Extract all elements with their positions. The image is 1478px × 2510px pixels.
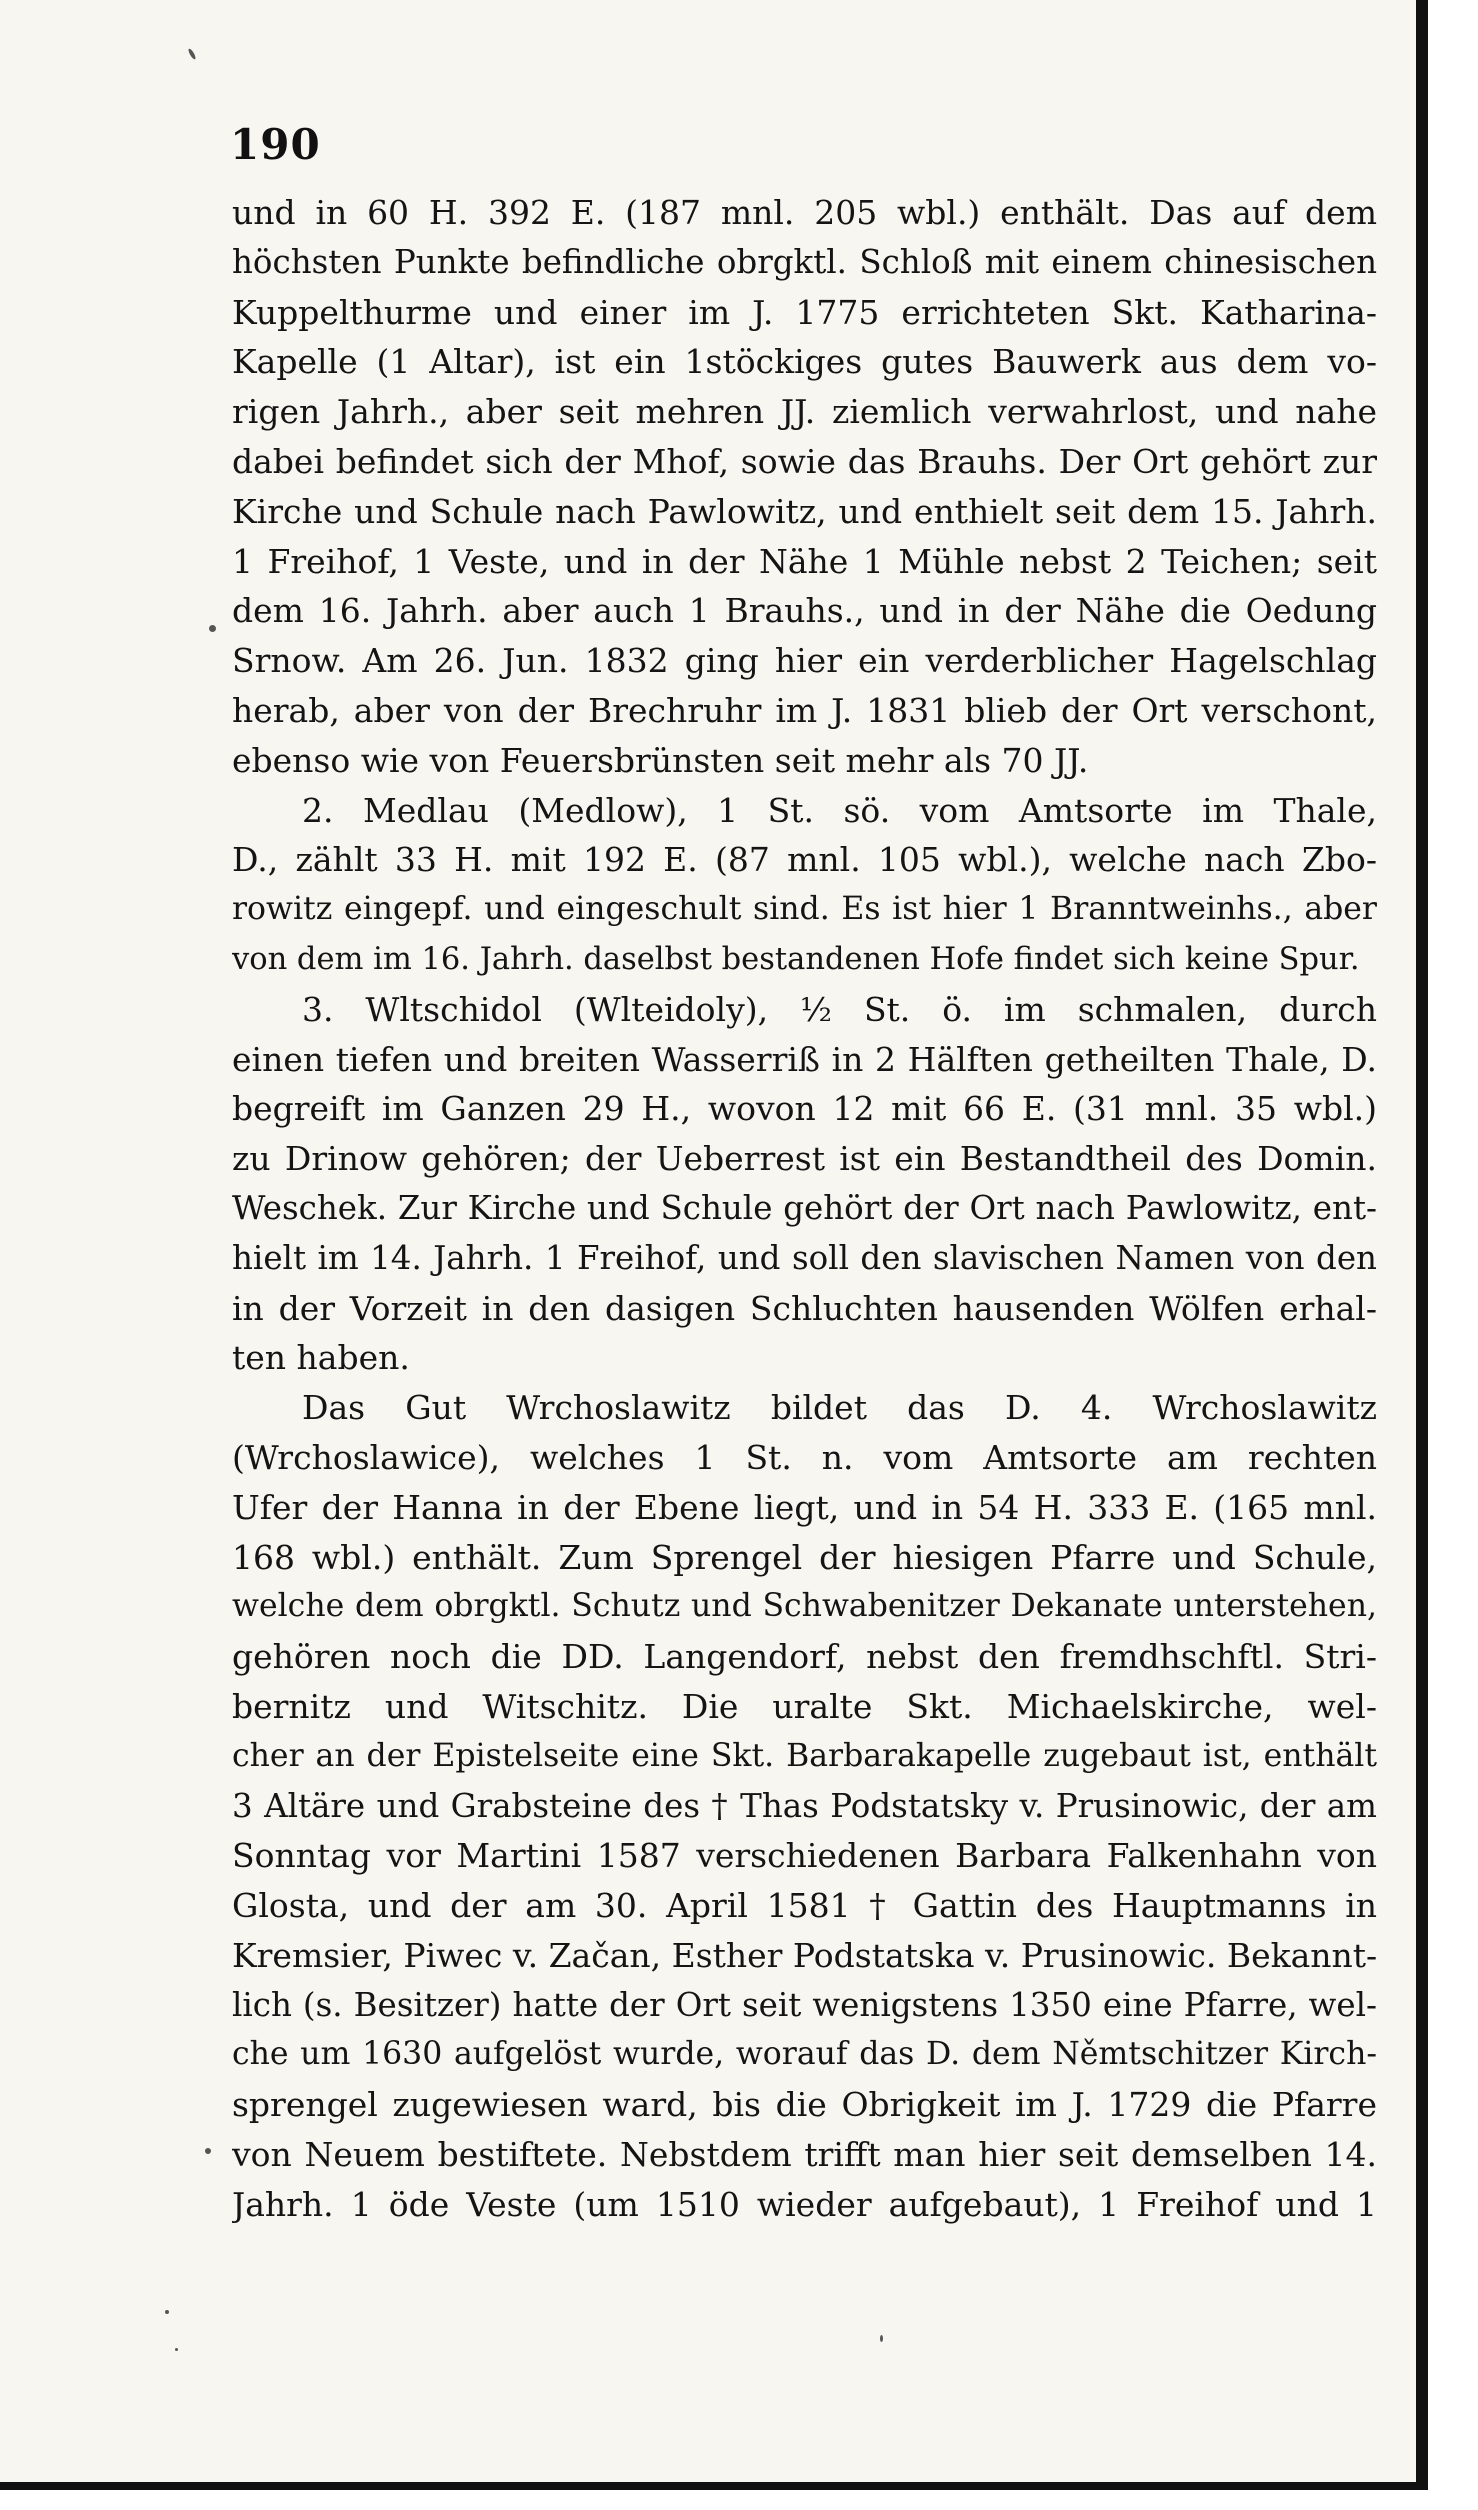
text-line: welche dem obrgktl. Schutz und Schwabenitzer Dekanate unterstehen, <box>232 1588 1377 1625</box>
text-line: cher an der Epistelseite eine Skt. Barbarakapelle zugebaut ist, enthält <box>232 1737 1377 1774</box>
text-line: gehören noch die DD. Langendorf, nebst den fremdhschftl. Stri- <box>232 1637 1377 1677</box>
page-speck <box>187 48 196 60</box>
text-line: Ufer der Hanna in der Ebene liegt, und in 54 H. 333 E. (165 mnl. <box>232 1487 1377 1527</box>
text-line: Kremsier, Piwec v. Začan, Esther Podstatska v. Prusinowic. Bekannt- <box>232 1935 1377 1975</box>
page-speck <box>175 2348 178 2351</box>
text-line: 3 Altäre und Grabsteine des † Thas Podstatsky v. Prusinowic, der am <box>232 1786 1377 1825</box>
text-line: 168 wbl.) enthält. Zum Sprengel der hiesigen Pfarre und Schule, <box>232 1537 1377 1577</box>
text-line: dabei befindet sich der Mhof, sowie das Brauhs. Der Ort gehört zur <box>232 441 1377 481</box>
text-line: Kirche und Schule nach Pawlowitz, und enthielt seit dem 15. Jahrh. <box>232 491 1377 531</box>
text-line: 1 Freihof, 1 Veste, und in der Nähe 1 Mühle nebst 2 Teichen; seit <box>232 541 1377 581</box>
text-line: 2. Medlau (Medlow), 1 St. sö. vom Amtsorte im Thale, <box>302 790 1377 830</box>
text-line: (Wrchoslawice), welches 1 St. n. vom Amtsorte am rechten <box>232 1437 1377 1477</box>
page-text-body <box>232 188 1377 2230</box>
text-line: Srnow. Am 26. Jun. 1832 ging hier ein verderblicher Hagelschlag <box>232 641 1377 681</box>
page-speck <box>165 2310 169 2314</box>
text-line: Jahrh. 1 öde Veste (um 1510 wieder aufgebaut), 1 Freihof und 1 <box>232 2184 1377 2224</box>
page-speck <box>880 2335 883 2342</box>
text-line: Sonntag vor Martini 1587 verschiedenen Barbara Falkenhahn von <box>232 1836 1377 1876</box>
text-line: von dem im 16. Jahrh. daselbst bestandenen Hofe findet sich keine Spur. <box>232 941 1360 977</box>
text-line: und in 60 H. 392 E. (187 mnl. 205 wbl.) enthält. Das auf dem <box>232 193 1377 232</box>
text-line: herab, aber von der Brechruhr im J. 1831 blieb der Ort verschont, <box>232 690 1377 730</box>
page-speck <box>209 625 216 632</box>
page-speck <box>1418 40 1421 120</box>
text-line: höchsten Punkte befindliche obrgktl. Schloß mit einem chinesischen <box>232 242 1377 281</box>
text-line: lich (s. Besitzer) hatte der Ort seit wenigstens 1350 eine Pfarre, wel- <box>232 1985 1377 2024</box>
text-line: 3. Wltschidol (Wlteidoly), ½ St. ö. im schmalen, durch <box>302 989 1377 1029</box>
text-line: sprengel zugewiesen ward, bis die Obrigkeit im J. 1729 die Pfarre <box>232 2085 1377 2125</box>
text-line: hielt im 14. Jahrh. 1 Freihof, und soll den slavischen Namen von den <box>232 1238 1377 1277</box>
text-line: rigen Jahrh., aber seit mehren JJ. ziemlich verwahrlost, und nahe <box>232 392 1377 432</box>
text-line: D., zählt 33 H. mit 192 E. (87 mnl. 105 wbl.), welche nach Zbo- <box>232 840 1377 880</box>
text-line: dem 16. Jahrh. aber auch 1 Brauhs., und in der Nähe die Oedung <box>232 591 1377 631</box>
text-line: Kuppelthurme und einer im J. 1775 errichteten Skt. Katharina- <box>232 292 1377 332</box>
page-number: 190 <box>230 120 321 169</box>
text-line: bernitz und Witschitz. Die uralte Skt. Michaelskirche, wel- <box>232 1686 1377 1726</box>
text-line: von Neuem bestiftete. Nebstdem trifft man hier seit demselben 14. <box>232 2135 1377 2175</box>
text-line: ten haben. <box>232 1338 410 1378</box>
page-speck <box>205 2148 211 2154</box>
text-line: einen tiefen und breiten Wasserriß in 2 Hälften getheilten Thale, D. <box>232 1039 1377 1079</box>
text-line: Das Gut Wrchoslawitz bildet das D. 4. Wrchoslawitz <box>302 1388 1377 1428</box>
text-line: Kapelle (1 Altar), ist ein 1stöckiges gutes Bauwerk aus dem vo- <box>232 342 1377 382</box>
text-line: zu Drinow gehören; der Ueberrest ist ein Bestandtheil des Domin. <box>232 1139 1377 1179</box>
text-line: che um 1630 aufgelöst wurde, worauf das D. dem Němtschitzer Kirch- <box>232 2036 1377 2073</box>
text-line: Glosta, und der am 30. April 1581 † Gattin des Hauptmanns in <box>232 1886 1377 1926</box>
text-line: in der Vorzeit in den dasigen Schluchten hausenden Wölfen erhal- <box>232 1288 1377 1328</box>
text-line: ebenso wie von Feuersbrünsten seit mehr als 70 JJ. <box>232 740 1089 780</box>
text-line: Weschek. Zur Kirche und Schule gehört der Ort nach Pawlowitz, ent- <box>232 1188 1377 1227</box>
text-line: begreift im Ganzen 29 H., wovon 12 mit 66 E. (31 mnl. 35 wbl.) <box>232 1089 1377 1129</box>
text-line: rowitz eingepf. und eingeschult sind. Es ist hier 1 Branntweinhs., aber <box>232 891 1377 928</box>
